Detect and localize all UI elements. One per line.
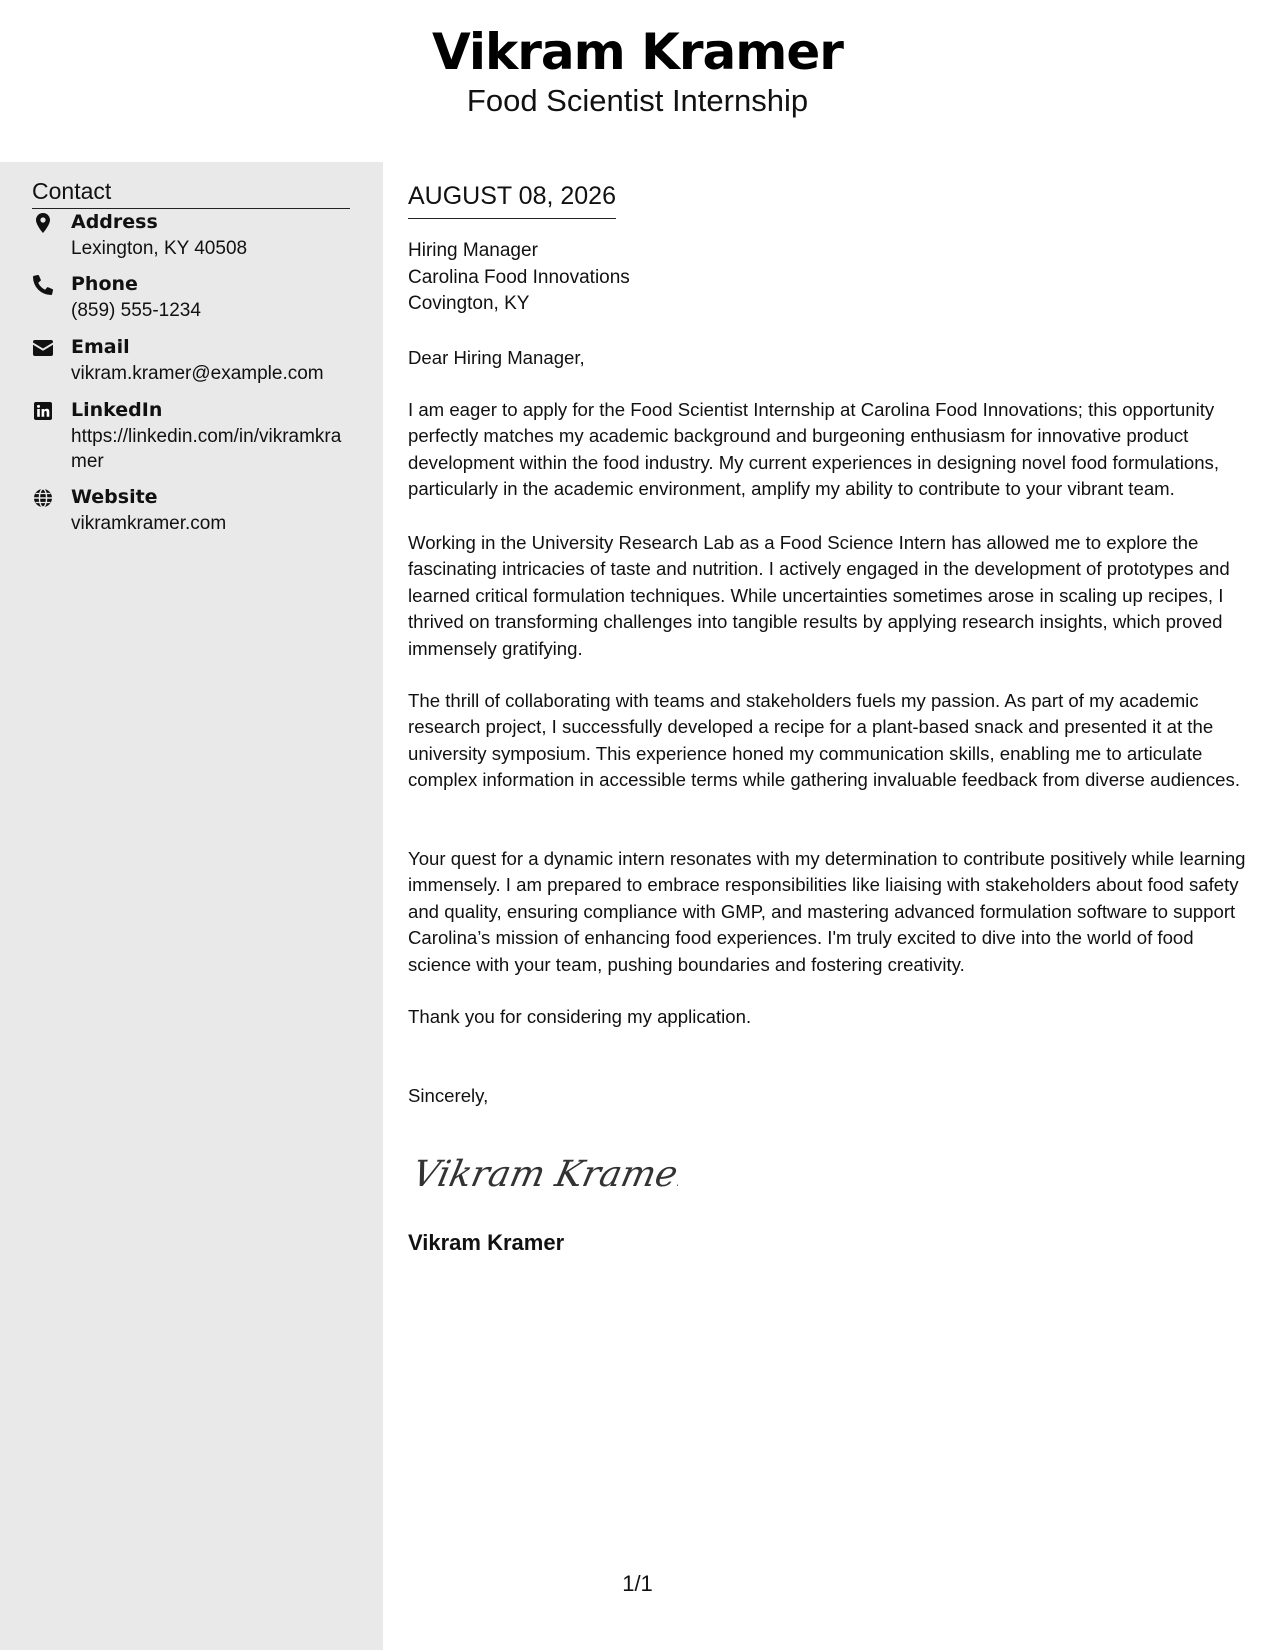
contact-value: (859) 555-1234 [71, 300, 201, 321]
recipient-line: Covington, KY [408, 293, 530, 314]
recipient-line: Hiring Manager [408, 240, 538, 261]
job-title: Food Scientist Internship [466, 83, 809, 118]
body-paragraph: I am eager to apply for the Food Scientist Internship at Carolina Food Innovations; this opportunity perfectly matches my academic background and burgeoning enthusiasm for innovative product development within the food industry. My current experiences in designing novel food formulations, particularly in the academic environment, amplify my ability to contribute to your vibrant team. [408, 399, 1219, 500]
body-paragraph: The thrill of collaborating with teams and stakeholders fuels my passion. As part of my academic research project, I successfully developed a recipe for a plant-based snack and presented it at the university symposium. This experience honed my communication skills, enabling me to articulate complex information in accessible terms while gathering invaluable feedback from diverse audiences. [408, 690, 1240, 791]
body-paragraph: Thank you for considering my application. [408, 1006, 752, 1027]
phone-icon [32, 274, 54, 296]
recipient-block [408, 238, 1250, 318]
contact-value: vikramkramer.com [71, 513, 227, 534]
recipient-line: Carolina Food Innovations [408, 266, 630, 288]
envelope-icon [32, 337, 54, 359]
contact-value: vikram.kramer@example.com [71, 363, 324, 384]
closing: Sincerely, [408, 1085, 489, 1106]
letter-date: AUGUST 08, 2026 [408, 180, 616, 219]
contact-label: LinkedIn [71, 399, 163, 421]
applicant-name: Vikram Kramer [432, 23, 843, 81]
contact-heading: Contact [32, 176, 350, 209]
body-paragraph: Working in the University Research Lab as a Food Science Intern has allowed me to explore the fascinating intricacies of taste and nutrition. I actively engaged in the development of prototypes and learned critical formulation techniques. While uncertainties sometimes arose in scaling up recipes, I thrived on transforming challenges into tangible results by applying research insights, which proved immensely gratifying. [408, 532, 1230, 659]
contact-value: https://linkedin.com/in/vikramkramer [71, 426, 342, 472]
letter-header [0, 0, 1275, 162]
signature-text: Vikram Kramer [408, 1152, 678, 1195]
linkedin-icon [32, 400, 54, 422]
body-paragraph: Your quest for a dynamic intern resonates with my determination to contribute positively while learning immensely. I am prepared to embrace responsibilities like liaising with stakeholders about food safety and quality, ensuring compliance with GMP, and mastering advanced formulation software to support Carolina’s mission of enhancing food experiences. I'm truly excited to dive into the world of food science with your team, pushing boundaries and fostering creativity. [408, 848, 1246, 975]
salutation: Dear Hiring Manager, [408, 347, 585, 368]
globe-icon [32, 487, 54, 509]
contact-label: Address [71, 211, 158, 233]
signer-name: Vikram Kramer [408, 1230, 565, 1255]
contact-label: Phone [71, 273, 138, 295]
contact-label: Website [71, 486, 158, 508]
contact-value: Lexington, KY 40508 [71, 238, 248, 259]
contact-label: Email [71, 336, 130, 358]
page-number: 1/1 [622, 1571, 653, 1596]
handwritten-signature [408, 1142, 678, 1202]
map-pin-icon [32, 212, 54, 234]
